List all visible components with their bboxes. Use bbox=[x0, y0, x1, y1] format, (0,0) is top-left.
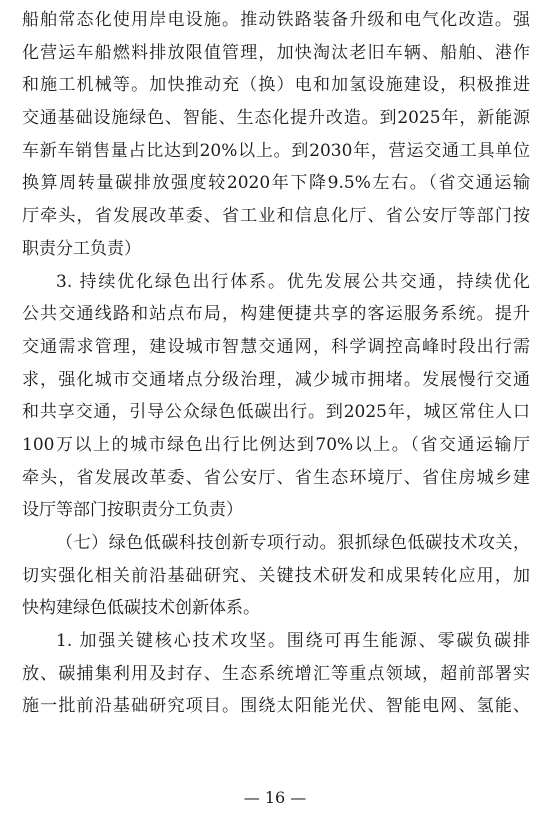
text-line: 交通基础设施绿色、智能、生态化提升改造。到2025年，新能源 bbox=[22, 108, 530, 129]
text-line: 厅牵头，省发展改革委、省工业和信息化厅、省公安厅等部门按 bbox=[22, 206, 530, 227]
text-line: 施一批前沿基础研究项目。围绕太阳能光伏、智能电网、氢能、 bbox=[22, 696, 530, 717]
text-line: 换算周转量碳排放强度较2020年下降9.5%左右。（省交通运输 bbox=[22, 173, 530, 194]
text-line: 1. 加强关键核心技术攻坚。围绕可再生能源、零碳负碳排 bbox=[56, 631, 530, 652]
text-line: 交通需求管理，建设城市智慧交通网，科学调控高峰时段出行需 bbox=[22, 336, 530, 357]
text-line: 化营运车船燃料排放限值管理，加快淘汰老旧车辆、船舶、港作 bbox=[22, 42, 530, 63]
text-line: 和施工机械等。加快推动充（换）电和加氢设施建设，积极推进 bbox=[22, 75, 530, 96]
text-line: 公共交通线路和站点布局，构建便捷共享的客运服务系统。提升 bbox=[22, 304, 530, 325]
text-line: 职责分工负责） bbox=[22, 238, 141, 259]
text-line: 设厅等部门按职责分工负责） bbox=[22, 500, 243, 521]
page-number: — 16 — bbox=[243, 788, 307, 807]
text-line: 和共享交通，引导公众绿色低碳出行。到2025年，城区常住人口 bbox=[22, 402, 530, 423]
text-line: 求，强化城市交通堵点分级治理，减少城市拥堵。发展慢行交通 bbox=[22, 369, 530, 390]
text-line: 3. 持续优化绿色出行体系。优先发展公共交通，持续优化 bbox=[56, 271, 530, 292]
document-body bbox=[22, 4, 530, 723]
text-line: （七）绿色低碳科技创新专项行动。狠抓绿色低碳技术攻关， bbox=[56, 533, 530, 553]
text-line: 船舶常态化使用岸电设施。推动铁路装备升级和电气化改造。强 bbox=[22, 10, 530, 30]
text-line: 车新车销售量占比达到20%以上。到2030年，营运交通工具单位 bbox=[22, 140, 530, 161]
text-line: 100万以上的城市绿色出行比例达到70%以上。（省交通运输厅 bbox=[22, 434, 530, 455]
text-line: 切实强化相关前沿基础研究、关键技术研发和成果转化应用，加 bbox=[22, 565, 530, 586]
text-line: 放、碳捕集利用及封存、生态系统增汇等重点领域，超前部署实 bbox=[22, 663, 530, 684]
text-line: 快构建绿色低碳技术创新体系。 bbox=[22, 598, 260, 619]
text-line: 牵头，省发展改革委、省公安厅、省生态环境厅、省住房城乡建 bbox=[22, 467, 530, 488]
